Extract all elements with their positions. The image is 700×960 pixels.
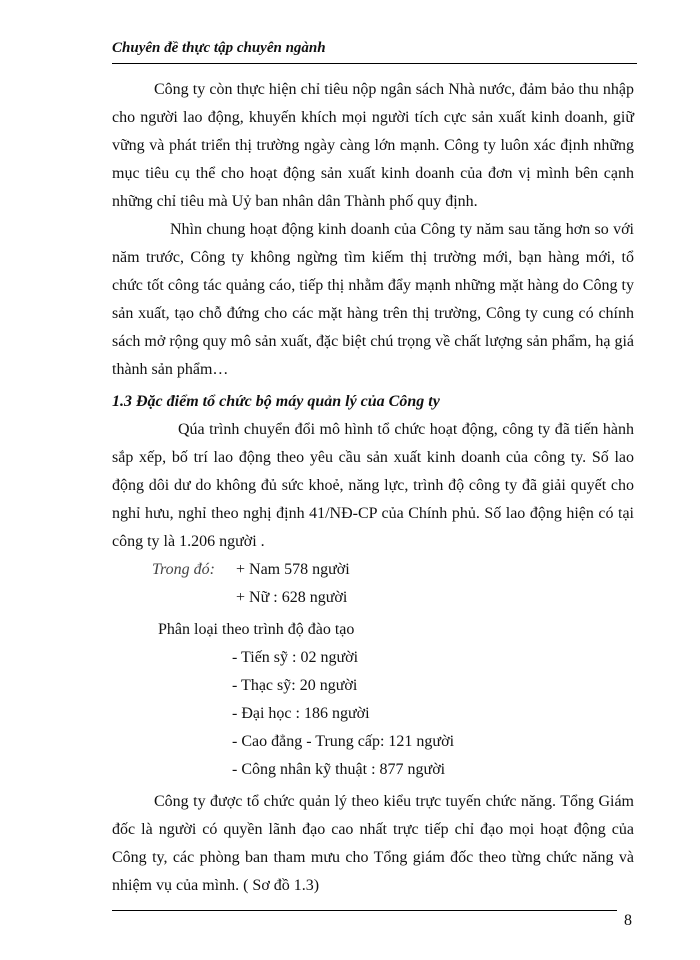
gender-row-male bbox=[112, 556, 634, 584]
gender-male: + Nam 578 người bbox=[236, 561, 350, 578]
header-divider bbox=[112, 63, 637, 64]
paragraph-budget: Công ty còn thực hiện chỉ tiêu nộp ngân sách Nhà nước, đảm bảo thu nhập cho người lao động, khuyến khích mọi người tích cực sản xuất kinh doanh, giữ vững và phát triển thị trường ngày càng lớn mạnh. Công ty luôn xác định những mục tiêu cụ thể cho hoạt động sản xuất kinh doanh của đơn vị mình bên cạnh những chỉ tiêu mà Uỷ ban nhân dân Thành phố quy định. bbox=[112, 81, 634, 210]
page-number: 8 bbox=[624, 912, 632, 929]
gender-female: + Nữ : 628 người bbox=[236, 589, 348, 606]
in-which-label: Trong đó: bbox=[152, 561, 215, 578]
level-item-technical-worker: - Công nhân kỹ thuật : 877 người bbox=[232, 761, 446, 778]
level-item-college: - Cao đẳng - Trung cấp: 121 người bbox=[232, 733, 455, 750]
classification-title: Phân loại theo trình độ đào tạo bbox=[158, 621, 355, 638]
level-item-university: - Đại học : 186 người bbox=[232, 705, 370, 722]
page-body bbox=[112, 76, 634, 900]
paragraph-workforce: Qúa trình chuyển đổi mô hình tổ chức hoạt động, công ty đã tiến hành sắp xếp, bố trí lao động theo yêu cầu sản xuất kinh doanh của công ty. Số lao động dôi dư do không đủ sức khoẻ, năng lực, trình độ công ty đã giải quyết cho nghỉ hưu, nghỉ theo nghị định 41/NĐ-CP của Chính phủ. Số lao động hiện có tại công ty là 1.206 người . bbox=[112, 421, 634, 550]
level-item-doctorate: - Tiến sỹ : 02 người bbox=[232, 649, 359, 666]
section-heading: 1.3 Đặc điểm tổ chức bộ máy quản lý của Công ty bbox=[112, 393, 440, 410]
level-item-master: - Thạc sỹ: 20 người bbox=[232, 677, 358, 694]
gender-row-female bbox=[112, 584, 634, 612]
footer-divider bbox=[112, 910, 617, 911]
paragraph-business-overview: Nhìn chung hoạt động kinh doanh của Công ty năm sau tăng hơn so với năm trước, Công ty không ngừng tìm kiếm thị trường mới, bạn hàng mới, tổ chức tốt công tác quảng cáo, tiếp thị nhằm đẩy mạnh những mặt hàng do Công ty sản xuất, tạo chỗ đứng cho các mặt hàng trên thị trường, Công ty cung có chính sách mở rộng quy mô sản xuất, đặc biệt chú trọng về chất lượng sản phẩm, hạ giá thành sản phẩm… bbox=[112, 221, 634, 378]
running-header: Chuyên đề thực tập chuyên ngành bbox=[112, 40, 326, 56]
paragraph-management-structure: Công ty được tổ chức quản lý theo kiểu trực tuyến chức năng. Tổng Giám đốc là người có quyền lãnh đạo cao nhất trực tiếp chỉ đạo mọi hoạt động của Công ty, các phòng ban tham mưu cho Tổng giám đốc theo từng chức năng và nhiệm vụ của mình. ( Sơ đồ 1.3) bbox=[112, 793, 634, 894]
